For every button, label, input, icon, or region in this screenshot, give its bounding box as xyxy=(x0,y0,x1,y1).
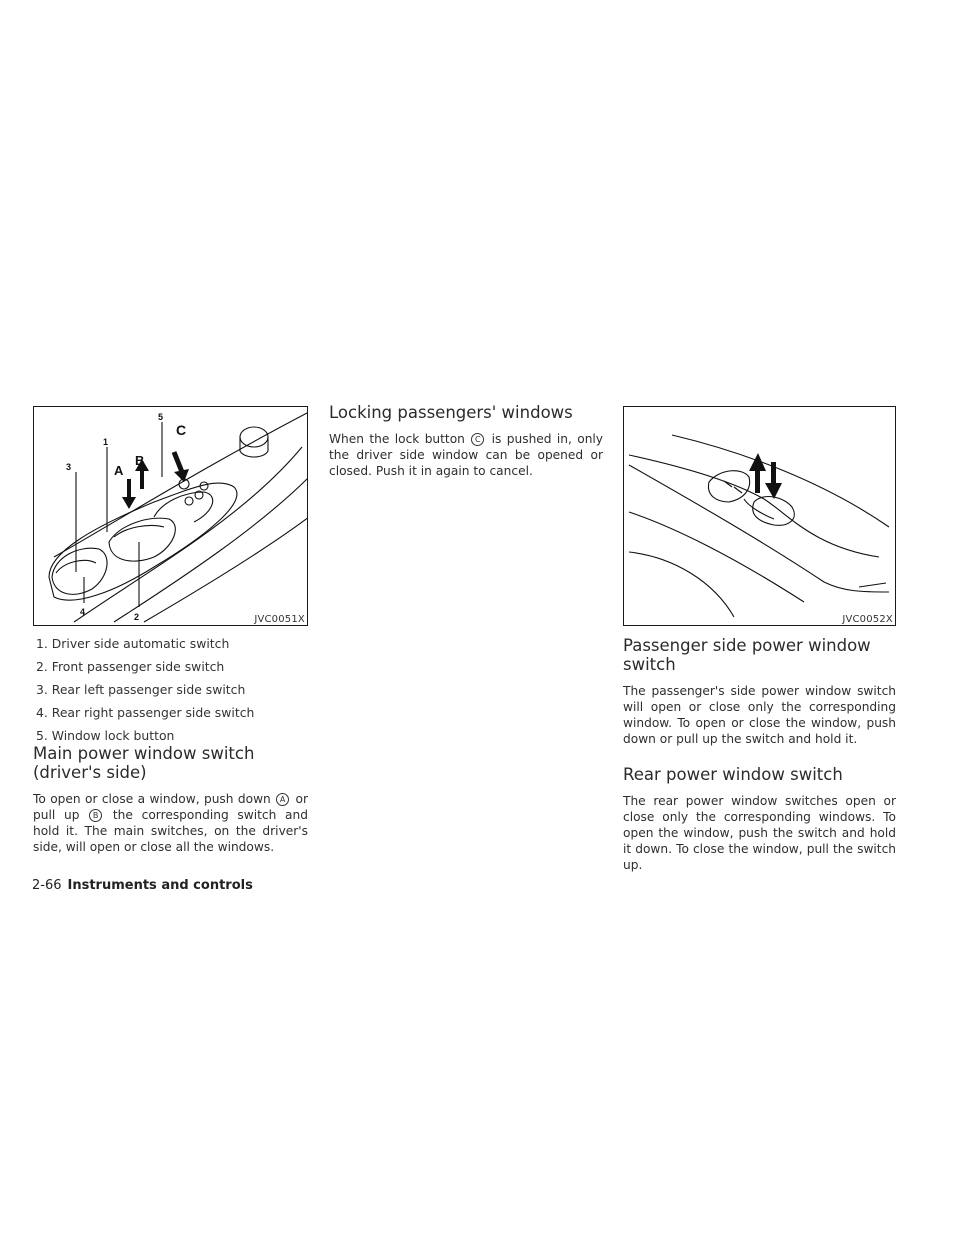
section-title: Instruments and controls xyxy=(67,878,253,893)
passenger-section xyxy=(623,636,896,747)
main-switch-text-1: To open or close a window, push down xyxy=(33,792,271,806)
passenger-heading: Passenger side power window switch xyxy=(623,636,871,674)
callout-4: 4 xyxy=(80,607,86,617)
main-switch-text-3: the corresponding switch and hold it. The main switches, on the driver's side, will open or close all the windows. xyxy=(33,808,308,854)
callout-5: 5 xyxy=(158,412,164,422)
main-switch-section xyxy=(33,744,308,855)
page-number: 2-66 xyxy=(32,878,62,893)
driver-switch-figure xyxy=(33,406,308,626)
caption-item: 5. Window lock button xyxy=(36,728,175,743)
callout-3: 3 xyxy=(66,462,72,472)
passenger-switch-illustration xyxy=(624,407,896,626)
main-switch-heading: Main power window switch (driver's side) xyxy=(33,744,255,782)
caption-item: 4. Rear right passenger side switch xyxy=(36,705,255,720)
callout-a: A xyxy=(114,463,124,478)
locking-text-1: When the lock button xyxy=(329,432,465,446)
rear-heading: Rear power window switch xyxy=(623,765,843,784)
marker-a: A xyxy=(276,793,289,806)
passenger-switch-figure xyxy=(623,406,896,626)
passenger-text: The passenger's side power window switch will open or close only the corresponding window. To open or close the window, push down or pull up the switch and hold it. xyxy=(623,684,896,746)
caption-item: 1. Driver side automatic switch xyxy=(36,636,230,651)
marker-c: C xyxy=(471,433,484,446)
page-footer xyxy=(32,878,253,893)
driver-switch-illustration xyxy=(34,407,308,626)
callout-1: 1 xyxy=(103,437,109,447)
locking-text xyxy=(329,431,603,479)
caption-list xyxy=(36,632,308,747)
caption-item: 3. Rear left passenger side switch xyxy=(36,682,246,697)
locking-heading: Locking passengers' windows xyxy=(329,403,573,422)
main-switch-text xyxy=(33,791,308,855)
caption-item: 2. Front passenger side switch xyxy=(36,659,225,674)
marker-b: B xyxy=(89,809,102,822)
rear-text: The rear power window switches open or close only the corresponding windows. To open the window, push the switch and hold it down. To close the window, pull the switch up. xyxy=(623,794,896,872)
callout-c: C xyxy=(176,422,187,438)
locking-text-2: is pushed in, only the driver side window can be opened or closed. Push it in again to cancel. xyxy=(329,432,604,478)
callout-b: B xyxy=(135,453,145,468)
main-switch-text-2: or pull up xyxy=(33,792,309,822)
locking-section xyxy=(329,403,603,479)
figure-code: JVC0052X xyxy=(842,614,893,625)
figure-code: JVC0051X xyxy=(254,614,305,625)
rear-section xyxy=(623,765,896,873)
callout-2: 2 xyxy=(134,612,140,622)
